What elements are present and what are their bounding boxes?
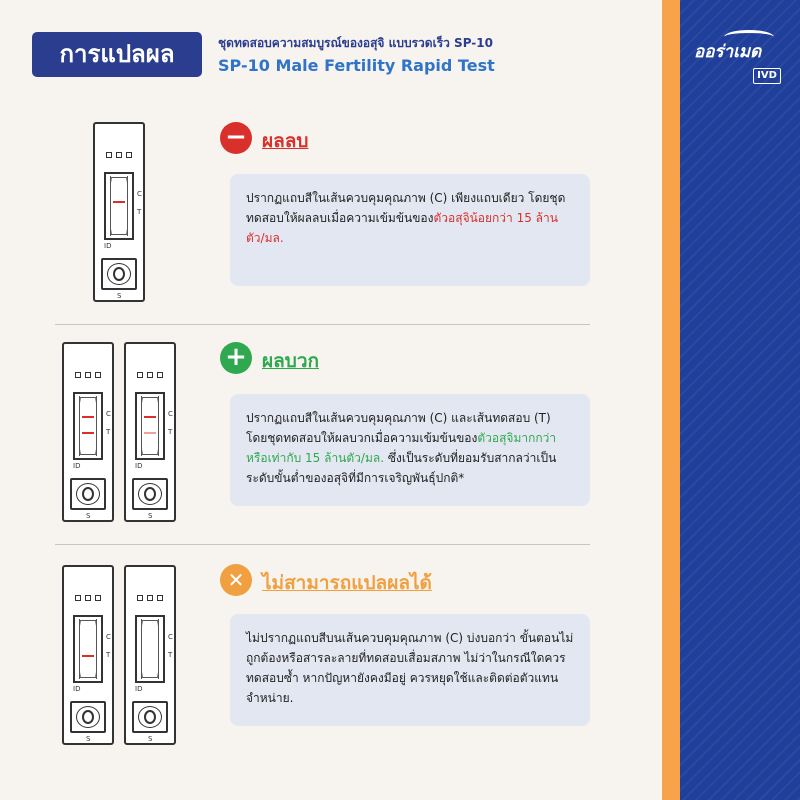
test-cassette-invalid-test-only: C T ID S (62, 565, 114, 745)
sample-well (132, 478, 168, 510)
control-band (82, 416, 94, 418)
product-name-thai: ชุดทดสอบความสมบูรณ์ของอสุจิ แบบรวดเร็ว SP-10 (218, 36, 493, 50)
sample-well (70, 478, 106, 510)
description-invalid: ไม่ปรากฏแถบสีบนเส้นควบคุมคุณภาพ (C) บ่งบอกว่า ขั้นตอนไม่ถูกต้องหรือสารละลายที่ทดสอบเสื่อมสภาพ ไม่ว่าในกรณีใดควรทดสอบซ้ำ หากปัญหายังคงมีอยู่ ควรหยุดใช้และติดต่อตัวแทนจำหน่าย. (230, 614, 590, 726)
section-divider (55, 544, 590, 545)
test-cassette-negative: C T ID S (93, 122, 145, 302)
section-divider (55, 324, 590, 325)
test-cassette-invalid-no-band: C T ID S (124, 565, 176, 745)
test-band (82, 655, 94, 657)
sample-well (101, 258, 137, 290)
control-band (113, 201, 125, 203)
brand-panel (680, 0, 800, 800)
test-cassette-positive-strong: C T ID S (62, 342, 114, 522)
result-window (73, 615, 103, 683)
plus-icon: + (220, 342, 252, 374)
ivd-badge: IVD (753, 68, 781, 84)
test-band (144, 432, 156, 434)
sample-well (70, 701, 106, 733)
brand-name: ออร่าเมด (694, 42, 762, 62)
test-band (82, 432, 94, 434)
page-title: การแปลผล (32, 32, 202, 77)
minus-icon: − (220, 122, 252, 154)
product-name-english: SP-10 Male Fertility Rapid Test (218, 56, 495, 75)
test-cassette-positive-weak: C T ID S (124, 342, 176, 522)
description-negative: ปรากฏแถบสีในเส้นควบคุมคุณภาพ (C) เพียงแถบเดียว โดยชุดทดสอบให้ผลลบเมื่อความเข้มข้นของตัวอสุจิน้อยกว่า 15 ล้านตัว/มล. (230, 174, 590, 286)
result-title-invalid: ไม่สามารถแปลผลได้ (262, 572, 432, 594)
sample-well (132, 701, 168, 733)
description-positive: ปรากฏแถบสีในเส้นควบคุมคุณภาพ (C) และเส้นทดสอบ (T) โดยชุดทดสอบให้ผลบวกเมื่อความเข้มข้นของตัวอสุจิมากกว่าหรือเท่ากับ 15 ล้านตัว/มล. ซึ่งเป็นระดับที่ยอมรับสากลว่าเป็นระดับขั้นต่ำของอสุจิที่มีการเจริญพันธุ์ปกติ* (230, 394, 590, 506)
result-window (135, 392, 165, 460)
result-window (104, 172, 134, 240)
control-band (144, 416, 156, 418)
result-window (73, 392, 103, 460)
result-title-negative: ผลลบ (262, 130, 309, 152)
result-title-positive: ผลบวก (262, 350, 320, 372)
result-window (135, 615, 165, 683)
x-icon: ✕ (220, 564, 252, 596)
accent-strip (662, 0, 680, 800)
